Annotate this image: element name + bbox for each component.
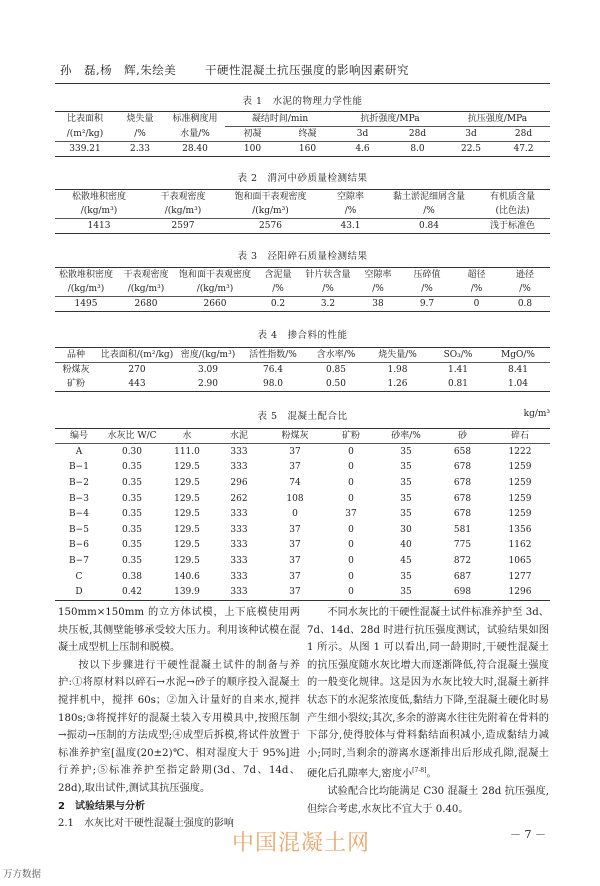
table-cell: 1495 (55, 297, 117, 312)
table-cell: 浅于标准色 (475, 219, 550, 234)
table-cell: 30 (400, 524, 412, 535)
table3-header: /(kg/m³) (55, 282, 117, 297)
paragraph: 150mm×150mm 的立方体试模，上下底模使用两块压板,其侧壁能够承受较大压力。利用该种试模在混凝土成型机上压制和脱模。 (58, 607, 300, 654)
table3-header: /% (355, 282, 401, 297)
paragraph-end: 。 (426, 768, 437, 780)
table2 (55, 189, 550, 234)
table-row (55, 219, 550, 234)
table-cell: B−7 (69, 555, 89, 566)
table-cell: 687 (453, 571, 472, 582)
table3-header: 干表观密度 (117, 268, 175, 283)
table-cell: 2576 (223, 219, 318, 234)
table5-header: 水 (161, 429, 213, 444)
table-cell: B−1 (69, 462, 89, 473)
table-cell: 0.35 (121, 477, 143, 488)
table-cell: 35 (400, 446, 412, 457)
paragraph: 按以下步骤进行干硬性混凝土试件的制备与养护:①将原材料以碎石→水泥→砂子的顺序投入混凝土搅拌机中，搅拌 60s；②加入计量好的自来水,搅拌 180s;③将搅拌好的混凝土装入专用模具中,按照压制→振动→压制的方法成型;④成型后拆模,将试件放置于标准养护室[温度(20±2)℃、相对湿度大于 95%]进行养护;⑤标准养护至指定龄期(3d、7d、14d、28d),取出试件,测试其抗压强度。 (58, 659, 300, 794)
table-cell: 37 (289, 446, 301, 457)
table-cell: 129.5 (174, 555, 200, 566)
table3-header: 针片状含量 (301, 268, 355, 283)
table5-header: 砂 (435, 429, 490, 444)
table1-header: 凝结时间/min (225, 112, 335, 127)
table-cell: 1277 (508, 571, 532, 582)
table-cell: 47.2 (497, 142, 550, 157)
section-heading: 2 试验结果与分析 (58, 800, 145, 812)
table-cell: 139.9 (161, 584, 213, 600)
table-cell: 3.09 (197, 365, 219, 375)
table-cell: D (55, 584, 103, 600)
table-cell: B−5 (69, 524, 89, 535)
table2-header: 干表观密度 (143, 190, 223, 205)
table-cell: B−4 (69, 509, 89, 520)
table3-header: /(kg/m³) (117, 282, 175, 297)
citation: [7-8] (412, 767, 427, 775)
header-authors: 孙 磊,杨 辉,朱绘美 (60, 63, 177, 77)
table1-header: 抗压强度/MPa (445, 112, 550, 127)
table-row (55, 297, 550, 312)
table-cell: 129.5 (174, 477, 200, 488)
table1-header: 3d (335, 127, 390, 142)
table-cell: 333 (230, 446, 248, 457)
table-row (55, 363, 550, 378)
table4-header: 烧失量/% (365, 348, 430, 363)
table-cell: 0.2 (255, 297, 301, 312)
table-cell: C (75, 571, 83, 582)
table-cell: 108 (286, 493, 304, 504)
table-cell: 339.21 (55, 142, 115, 157)
table-cell: 35 (400, 477, 412, 488)
table-cell: 129.5 (174, 493, 200, 504)
table-cell: 333 (213, 584, 265, 600)
table1-header: 抗折强度/MPa (335, 112, 445, 127)
table-row (55, 142, 550, 157)
table-cell: 1259 (508, 477, 532, 488)
table3-header: 饱和面干表观密度 (175, 268, 255, 283)
table-cell: 38 (355, 297, 401, 312)
table-cell: 4.6 (335, 142, 390, 157)
table-cell: A (75, 446, 83, 457)
table-cell: 0 (453, 297, 500, 312)
table-cell: 0 (325, 584, 377, 600)
table-cell: 0.50 (307, 377, 365, 392)
table3-header: /(kg/m³) (175, 282, 255, 297)
paragraph-text: 不同水灰比的干硬性混凝土试件标准养护至 3d、7d、14d、28d 时进行抗压强度测试，试验结果如图 1 所示。从图 1 可以看出,同一龄期时,干硬性混凝土的抗压强度随水灰比增大而逐渐降低,符合混凝土强度的一般变化规律。这是因为水灰比较大时,混凝土新拌状态下的水泥浆浓度低,黏结力下降,至混凝土硬化时易产生细小裂纹;其次,多余的游离水往往先附着在骨料的下部分,使得胶体与骨料黏结面积减小,造成黏结力减小;同时,当剩余的游离水逐渐排出后形成孔隙,混凝土硬化后孔隙率大,密度小 (307, 607, 549, 780)
table-cell: 矿粉 (55, 377, 97, 392)
table-cell: 22.5 (445, 142, 497, 157)
header-rule (55, 83, 550, 84)
table-cell: 1296 (490, 584, 550, 600)
table-cell: 333 (230, 462, 248, 473)
table-cell: 160 (280, 142, 335, 157)
table-row (55, 553, 550, 569)
table-cell: 45 (400, 555, 412, 566)
footer-source: 万方数据 (3, 869, 42, 880)
table1-header: /% (115, 127, 165, 142)
table4-header: 密度/(kg/m³) (177, 348, 239, 363)
table-cell: 129.5 (174, 509, 200, 520)
table-cell: 0.42 (103, 584, 161, 600)
table-cell: 35 (400, 462, 412, 473)
table1-header: /(m²/kg) (55, 127, 115, 142)
table-cell: 658 (453, 446, 472, 457)
table-cell: 37 (265, 584, 325, 600)
table2-header: /% (318, 204, 383, 219)
table2-header: (比色法) (475, 204, 550, 219)
table-cell: 0 (348, 540, 354, 551)
table-cell: 8.0 (390, 142, 445, 157)
table2-header-row (55, 190, 550, 205)
table-cell: 0.35 (121, 524, 143, 535)
table-cell: 2660 (175, 297, 255, 312)
table-cell: 296 (230, 477, 248, 488)
table-cell: 333 (230, 524, 248, 535)
table1-header: 水量/% (165, 127, 225, 142)
table-cell: 1259 (508, 462, 532, 473)
table-cell: 2.90 (177, 377, 239, 392)
table-cell: 0 (348, 462, 354, 473)
table-cell: 333 (230, 540, 248, 551)
table-cell: 140.6 (174, 571, 200, 582)
table-cell: 333 (230, 555, 248, 566)
table-cell: 1162 (508, 540, 532, 551)
table4-header: SO₃/% (430, 348, 486, 363)
table-cell: 0.84 (383, 219, 475, 234)
table-cell: 74 (289, 477, 301, 488)
table-cell: 76.4 (262, 365, 284, 375)
table-cell: 37 (289, 524, 301, 535)
table-cell: 0 (348, 493, 354, 504)
table-cell: 0.35 (121, 493, 143, 504)
table-row (55, 538, 550, 554)
table-cell: 35 (400, 509, 412, 520)
watermark: 中国混凝土网 (232, 831, 371, 856)
table3-header: 逊径 (500, 268, 550, 283)
table-cell: 0.38 (121, 571, 143, 582)
table1-header: 比表面积 (55, 112, 115, 127)
table-row (55, 460, 550, 476)
table3-caption: 表 3 泾阳碎石质量检测结果 (237, 251, 368, 262)
table-cell: B−6 (69, 540, 89, 551)
table-cell: 678 (453, 509, 472, 520)
table-cell: 775 (453, 540, 472, 551)
table-cell: 37 (289, 462, 301, 473)
table-cell: 0.35 (121, 462, 143, 473)
table-cell: 9.7 (401, 297, 453, 312)
table-cell: 0.35 (121, 540, 143, 551)
table-cell: 0 (348, 477, 354, 488)
table-cell: 0.35 (121, 555, 143, 566)
table-cell: 333 (230, 509, 248, 520)
table-cell: B−2 (69, 477, 89, 488)
table2-header: /(kg/m³) (143, 204, 223, 219)
table5-header: 编号 (55, 429, 103, 444)
table-cell: 678 (453, 462, 472, 473)
paragraph: 试验配合比均能满足 C30 混凝土 28d 抗压强度,但综合考虑,水灰比不宜大于 0.40。 (307, 786, 549, 815)
table-cell: 0 (348, 571, 354, 582)
table-cell: 2597 (143, 219, 223, 234)
table-cell: 35 (400, 571, 412, 582)
table-cell: 0 (348, 524, 354, 535)
table4-header: 比表面积/(m²/kg) (97, 348, 177, 363)
table2-header: 松散堆积密度 (55, 190, 143, 205)
table4-header: 含水率/% (307, 348, 365, 363)
table-cell: B−3 (69, 493, 89, 504)
table5-header: 水泥 (213, 429, 265, 444)
table-row (55, 584, 550, 600)
table1-header: 28d (497, 127, 550, 142)
table1-header: 3d (445, 127, 497, 142)
table-cell: 333 (230, 571, 248, 582)
page-number: － 7 － (510, 828, 546, 841)
table-cell: 581 (453, 524, 472, 535)
subsection-heading: 2.1 水灰比对干硬性混凝土强度的影响 (58, 818, 234, 830)
table-row (55, 377, 550, 392)
table-cell: 1.26 (365, 377, 430, 392)
table-cell: 0.81 (430, 377, 486, 392)
table-cell: 3.2 (301, 297, 355, 312)
table-cell: 28.40 (165, 142, 225, 157)
table-cell: 35 (400, 493, 412, 504)
table-cell: 1259 (508, 493, 532, 504)
table-row (55, 475, 550, 491)
table-cell: 2680 (117, 297, 175, 312)
paragraph (307, 604, 549, 783)
table-row (55, 506, 550, 522)
table3-header: /% (500, 282, 550, 297)
table-cell: 0.35 (121, 509, 143, 520)
table1-header: 标准稠度用 (165, 112, 225, 127)
table4-caption: 表 4 掺合料的性能 (257, 330, 348, 341)
table-row (55, 569, 550, 585)
table-cell: 262 (230, 493, 248, 504)
table-cell: 8.41 (507, 365, 529, 375)
table3-header: 空隙率 (355, 268, 401, 283)
table-cell: 40 (400, 540, 412, 551)
table4-header: 品种 (55, 348, 97, 363)
table2-header: /% (383, 204, 475, 219)
table-cell: 2.33 (115, 142, 165, 157)
table-row (55, 444, 550, 460)
table3 (55, 267, 550, 312)
table4 (55, 347, 550, 392)
table5-header: 砂率/% (377, 429, 435, 444)
table-row (55, 491, 550, 507)
table-cell: 872 (453, 555, 472, 566)
table-cell: 129.5 (174, 540, 200, 551)
table-cell: 1259 (508, 509, 532, 520)
table-cell: 43.1 (318, 219, 383, 234)
table3-header: 压碎值 (401, 268, 453, 283)
table-cell: 1065 (508, 555, 532, 566)
table-row (55, 522, 550, 538)
table-cell: 37 (289, 540, 301, 551)
table5-caption: 表 5 混凝土配合比 (257, 411, 348, 422)
table1-header: 初凝 (225, 127, 280, 142)
table-cell: 1413 (55, 219, 143, 234)
table2-header: 有机质含量 (475, 190, 550, 205)
left-column (58, 604, 300, 833)
table-cell: 1.98 (387, 365, 408, 375)
table-cell: 1.41 (447, 365, 469, 375)
table1-header: 烧失量 (115, 112, 165, 127)
table1 (55, 111, 550, 157)
table3-header: 松散堆积密度 (55, 268, 117, 283)
table-cell: 443 (97, 377, 177, 392)
table4-header: 活性指数/% (239, 348, 307, 363)
table-cell: 129.5 (174, 462, 200, 473)
table-cell: 37 (289, 555, 301, 566)
table-cell: 678 (453, 493, 472, 504)
table-cell: 698 (435, 584, 490, 600)
table2-header: 饱和面干表观密度 (223, 190, 318, 205)
table3-header: /% (401, 282, 453, 297)
table-cell: 0 (292, 509, 298, 520)
table1-header: 28d (390, 127, 445, 142)
table-cell: 1356 (508, 524, 532, 535)
table-cell: 678 (453, 477, 472, 488)
table4-header: MgO/% (486, 348, 550, 363)
table2-header: 黏土淤泥细屑含量 (383, 190, 475, 205)
table-cell: 111.0 (174, 446, 200, 457)
table-cell: 37 (289, 571, 301, 582)
running-header (60, 62, 550, 80)
table5-header: 水灰比 W/C (103, 429, 161, 444)
table3-header: 超径 (453, 268, 500, 283)
table3-header: /% (453, 282, 500, 297)
table5 (55, 428, 550, 601)
table5-unit: kg/m³ (523, 409, 550, 419)
right-column (307, 604, 549, 819)
table-cell: 1222 (508, 446, 532, 457)
table3-header: /% (255, 282, 301, 297)
table5-header: 碎石 (490, 429, 550, 444)
table-cell: 35 (377, 584, 435, 600)
table-cell: 0 (348, 446, 354, 457)
table-cell: 100 (225, 142, 280, 157)
table-cell: 1.04 (486, 377, 550, 392)
table-cell: 0.8 (500, 297, 550, 312)
table3-header: /% (301, 282, 355, 297)
table-cell: 0 (348, 555, 354, 566)
table-cell: 129.5 (174, 524, 200, 535)
table2-header: 空隙率 (318, 190, 383, 205)
table-cell: 0.85 (325, 365, 347, 375)
table-cell: 37 (345, 509, 357, 520)
table2-header: /(kg/m³) (223, 204, 318, 219)
table1-header: 终凝 (280, 127, 335, 142)
table-cell: 粉煤灰 (62, 365, 90, 375)
table3-header: 含泥量 (255, 268, 301, 283)
header-title: 干硬性混凝土抗压强度的影响因素研究 (205, 63, 409, 77)
table-cell: 270 (128, 365, 146, 375)
table-cell: 0.30 (121, 446, 143, 457)
table2-caption: 表 2 渭河中砂质量检测结果 (237, 173, 368, 184)
table5-header: 矿粉 (325, 429, 377, 444)
table-cell: 98.0 (239, 377, 307, 392)
table2-header: /(kg/m³) (55, 204, 143, 219)
table1-caption: 表 1 水泥的物理力学性能 (242, 96, 363, 107)
table5-header: 粉煤灰 (265, 429, 325, 444)
